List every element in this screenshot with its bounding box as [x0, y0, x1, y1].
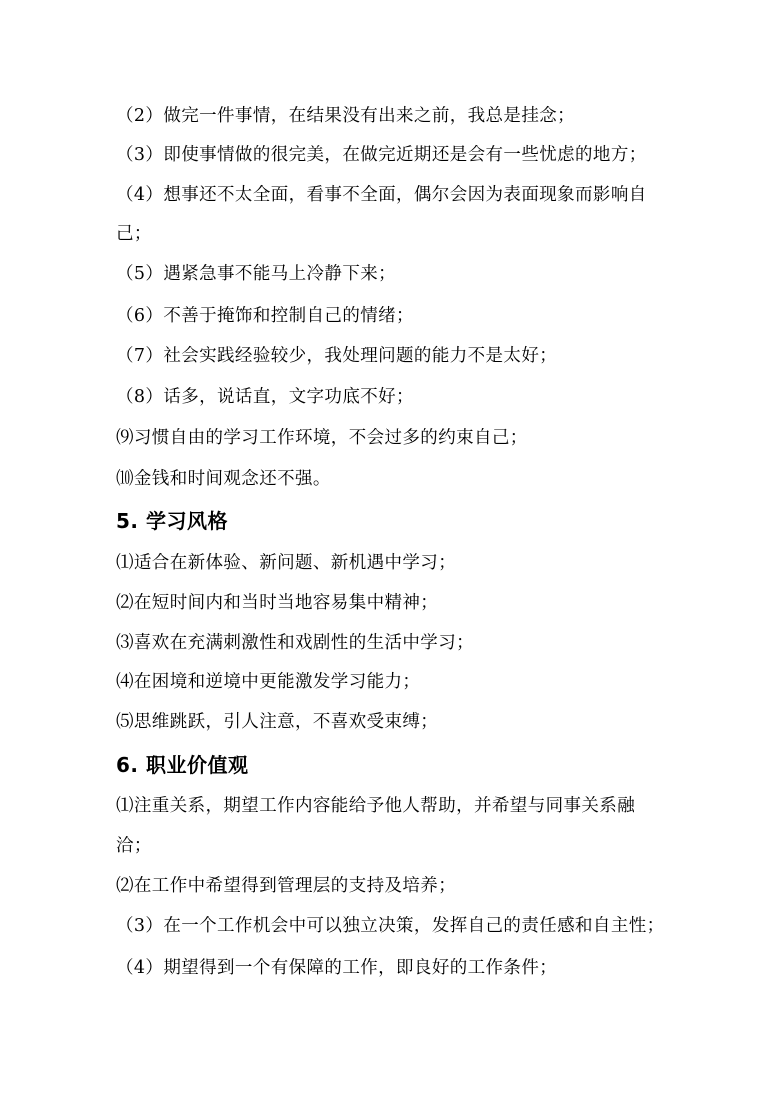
- list-item: （3）即使事情做的很完美，在做完近期还是会有一些忧虑的地方；: [116, 145, 647, 165]
- list-item: ⑼习惯自由的学习工作环境，不会过多的约束自己；: [116, 428, 528, 448]
- list-item: （3）在一个工作机会中可以独立决策，发挥自己的责任感和自主性；: [116, 916, 665, 936]
- list-item: （2）做完一件事情，在结果没有出来之前，我总是挂念；: [116, 106, 576, 126]
- list-item: ⑸思维跳跃，引人注意，不喜欢受束缚；: [116, 712, 439, 732]
- section-heading-career-values: 6. 职业价值观: [116, 753, 249, 777]
- list-item: 洽；: [116, 836, 152, 856]
- list-item: ⑵在工作中希望得到管理层的支持及培养；: [116, 876, 457, 896]
- list-item: ⑷在困境和逆境中更能激发学习能力；: [116, 672, 421, 692]
- list-item: （5）遇紧急事不能马上冷静下来；: [116, 264, 397, 284]
- list-item: ⑴注重关系，期望工作内容能给予他人帮助，并希望与同事关系融: [116, 796, 636, 816]
- list-item: ⑴适合在新体验、新问题、新机遇中学习；: [116, 553, 457, 573]
- list-item: 己；: [116, 224, 152, 244]
- list-item: （4）期望得到一个有保障的工作，即良好的工作条件；: [116, 958, 558, 978]
- section-heading-learning-style: 5. 学习风格: [116, 509, 228, 533]
- list-item: （7）社会实践经验较少，我处理问题的能力不是太好；: [116, 346, 558, 366]
- list-item: ⑵在短时间内和当时当地容易集中精神；: [116, 593, 439, 613]
- list-item: ⑶喜欢在充满刺激性和戏剧性的生活中学习；: [116, 633, 474, 653]
- list-item: （4）想事还不太全面，看事不全面，偶尔会因为表面现象而影响自: [116, 185, 647, 205]
- list-item: （8）话多，说话直，文字功底不好；: [116, 387, 414, 407]
- list-item: （6）不善于掩饰和控制自己的情绪；: [116, 306, 414, 326]
- list-item: ⑽金钱和时间观念还不强。: [116, 469, 331, 489]
